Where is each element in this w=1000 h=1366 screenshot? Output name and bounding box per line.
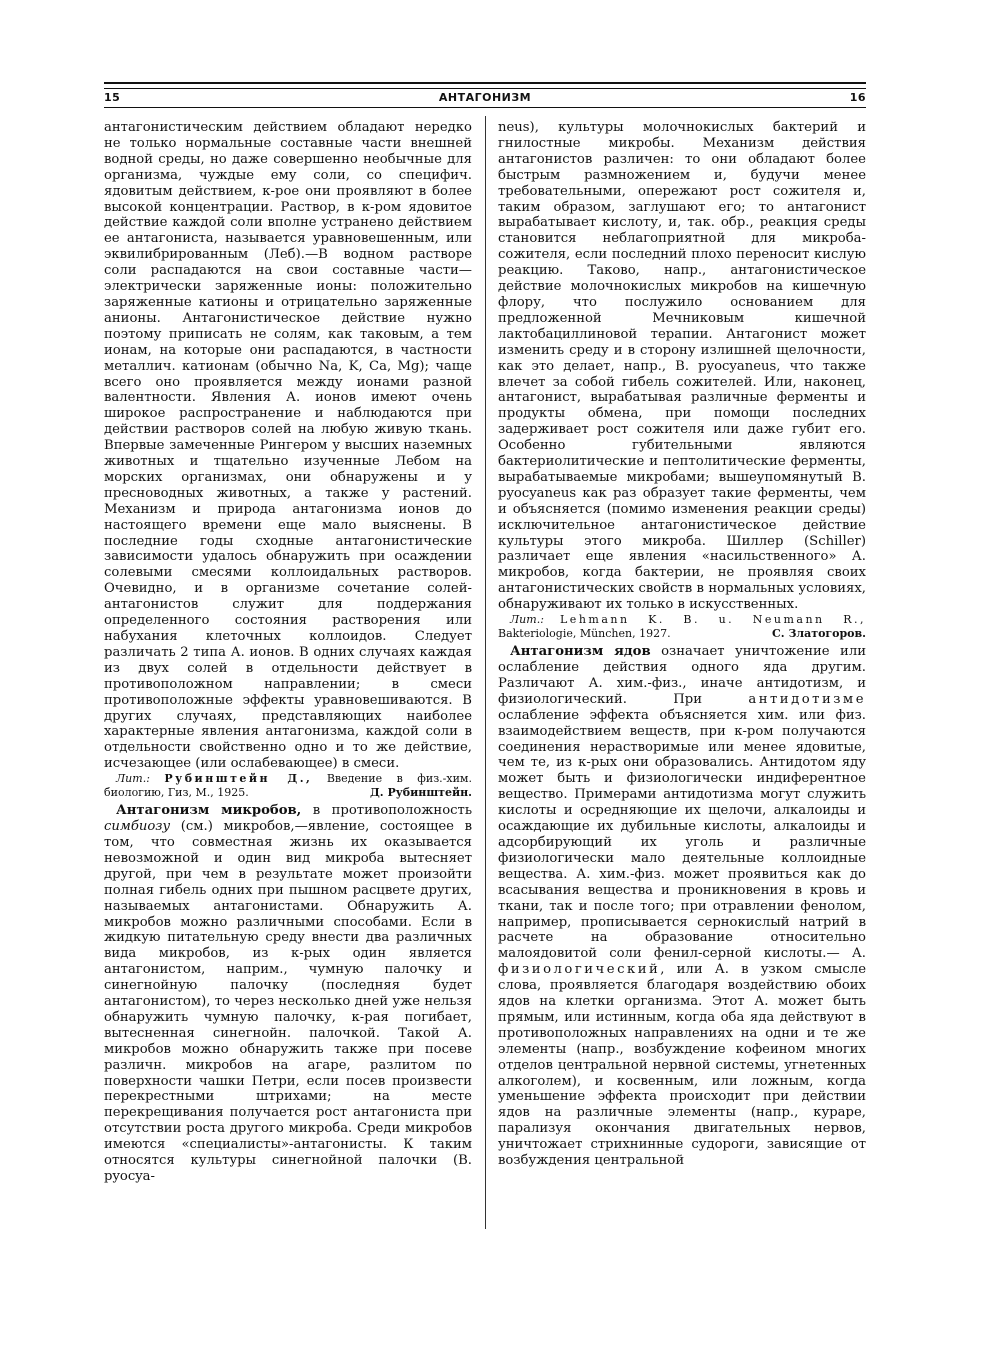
article-microbes-antagonism: [104, 803, 472, 1185]
article-text: , или А. в узком смысле слова, проявляется благодаря воздействию обоих ядов на клетки организма. Этот А. может быть прямым, или истинным, когда оба яда действуют в противоположных направлениях на одни и те же элементы (напр., возбуждение кофеином многих отделов центральной нервной системы, угнетенных алкоголем), и косвенным, или ложным, когда уменьшение эффекта происходит при действии ядов на различные элементы (напр., кураре, парализуя окончания двигательных нервов, уничтожает стрихнинные судороги, зависящие от возбуждения центральной: [498, 962, 866, 1169]
running-header: [104, 91, 866, 107]
lit-author: Рубинштейн Д.,: [164, 772, 313, 786]
page-number-right: 16: [849, 91, 866, 104]
literature-reference-2: [498, 613, 866, 640]
lit-author: Lehmann K. B. u. Neumann R.,: [560, 613, 866, 627]
article-term-italic: симбиозу: [104, 819, 171, 835]
article-heading: Антагонизм ядов: [510, 644, 651, 660]
lit-text: Введение в физ.-хим. биологию, Гиз, М., 1925.: [104, 772, 472, 799]
page: [104, 82, 866, 1282]
article-poisons-antagonism: [498, 644, 866, 1169]
article-text: означает уничтожение или ослабление действия одного яда другим. Различают А. хим.-физ., иначе антидотизм, и физиологический. При: [498, 644, 867, 707]
lit-signature: Д. Рубинштейн.: [370, 785, 472, 799]
column-divider: [485, 116, 486, 1229]
article-term-spaced: физиологический: [498, 962, 661, 978]
article-heading: Антагонизм микробов,: [116, 803, 302, 819]
paragraph-microbes-continued: neus), культуры молочнокислых бактерий и гнилостные микробы. Механизм действия антагонистов различен: то они обладают более быстрым размножением и, будучи менее требовательными, опережают рост сожителя и, таким образом, заглушают его; то антагонист вырабатывает кислоту, и, так. обр., реакция среды становится неблагоприятной для микроба-сожителя, если последний плохо переносит кислую реакцию. Таково, напр., антагонистическое действие молочнокислых микробов на кишечную флору, что послужило основанием для предложенной Мечниковым кишечной лактобациллиновой терапии. Антагонист может изменить среду и в сторону излишней щелочности, как это делает, напр., B. pyocyaneus, что также влечет за собой гибель сожителей. Или, наконец, антагонист, вырабатывая различные ферменты и продукты обмена, при помощи последних задерживает рост сожителя или даже губит его. Особенно губительными являются бактериолитические и пептолитические ферменты, вырабатываемые микробами; вышеупомянутый B. pyocyaneus как раз образует такие ферменты, чем и объясняется (помимо изменения реакции среды) исключительное антагонистическое действие культуры этого микроба. Шиллер (Schiller) различает еще явления «насильственного» А. микробов, когда бактерии, не проявляя своих антагонистических свойств в нормальных условиях, обнаруживают их только в искусственных.: [498, 120, 866, 613]
article-text: (см.) микробов,—явление, состоящее в том, что совместная жизнь их оказывается невозможной и один вид микроба вытесняет другой, при чем в результате может произойти полная гибель одних при пышном расцвете других, называемых антагонистами. Обнаружить А. микробов можно различными способами. Если в жидкую питательную среду внести два различных вида микробов, из к-рых один является антагонистом, наприм., чумную палочку и синегнойную палочку (последняя будет антагонистом), то через несколько дней уже нельзя обнаружить чумную палочку, к-рая погибает, вытесненная синегнойн. палочкой. Такой А. микробов можно обнаружить также при посеве различн. микробов на агаре, разлитом по поверхности чашки Петри, если посев произвести перекрестными штрихами; на месте перекрещивания получается рост антагониста при отсутствии роста другого микроба. Среди микробов имеются «специалисты»-антагонисты. К таким относятся культуры синегнойной палочки (B. pyocya-: [104, 819, 472, 1184]
literature-reference-1: [104, 772, 472, 799]
column-left: [104, 120, 472, 1185]
running-title: АНТАГОНИЗМ: [438, 91, 532, 104]
header-rule-top-thin: [104, 88, 866, 89]
header-rule-bottom: [104, 107, 866, 108]
lit-signature: С. Златогоров.: [772, 626, 866, 640]
article-term-spaced: антидотизме: [748, 691, 866, 707]
lit-text: Bakteriologie, München, 1927.: [498, 626, 671, 640]
column-right: [498, 120, 866, 1169]
lit-label: Лит.:: [116, 772, 150, 786]
article-text: ослабление эффекта объясняется хим. или физ. взаимодействием веществ, при к-ром получаются соединения нерастворимые или менее ядовитые, чем те, из к-рых они образовались. Антидотом яду может быть и физиологически индиферентное вещество. Примерами антидотизма могут служить кислоты и осредняющие их щелочи, алкалоиды и осаждающие их дубильные кислоты, алкалоиды и адсорбирующий их уголь и различные физиологически мало деятельные коллоидные вещества. А. хим.-физ. может проявиться как до всасывания вещества и проникновения в кровь и ткани, так и после того; при отравлении фенолом, например, прописывается сернокислый натрий в расчете на образование относительно малоядовитой соли фенил-серной кислоты.— А.: [498, 707, 866, 962]
page-number-left: 15: [104, 91, 121, 104]
paragraph-ions-antagonism: антагонистическим действием обладают нередко не только нормальные составные части внешней водной среды, но даже совершенно необычные для организма, чуждые ему соли, со специфич. ядовитым действием, к-рое они проявляют в более высокой концентрации. Раствор, в к-ром ядовитое действие каждой соли вполне устранено действием ее антагониста, называется уравновешенным, или эквилибрированным (Леб).—В водном растворе соли распадаются на свои составные части—электрически заряженные ионы: положительно заряженные катионы и отрицательно заряженные анионы. Антагонистическое действие нужно поэтому приписать не солям, как таковым, а тем ионам, на которые они распадаются, в частности металлич. катионам (обычно Na, K, Ca, Mg); чаще всего оно проявляется между ионами разной валентности. Явления А. ионов имеют очень широкое распространение и наблюдаются при действии растворов солей на любую живую ткань. Впервые замеченные Рингером у высших наземных животных и тщательно изученные Лебом на морских организмах, они обнаружены и у пресноводных животных, а также у растений. Механизм и природа антагонизма ионов до настоящего времени еще мало выяснены. В последние годы сходные антагонистические зависимости удалось обнаружить при осаждении солевыми смесями коллоидальных растворов. Очевидно, и в организме сочетание солей-антагонистов служит для поддержания определенного состояния растворения или набухания клеточных коллоидов. Следует различать 2 типа А. ионов. В одних случаях каждая из двух солей в отдельности действует в противоположном направлении; в смеси противоположные эффекты уравновешиваются. В других случаях, представляющих наиболее характерные явления антагонизма, каждой соли в отдельности свойственно одно и то же действие, исчезающее (или ослабевающее) в смеси.: [104, 120, 472, 772]
header-rule-top: [104, 82, 866, 84]
article-text: в противоположность: [301, 803, 472, 819]
lit-label: Лит.:: [510, 613, 544, 627]
